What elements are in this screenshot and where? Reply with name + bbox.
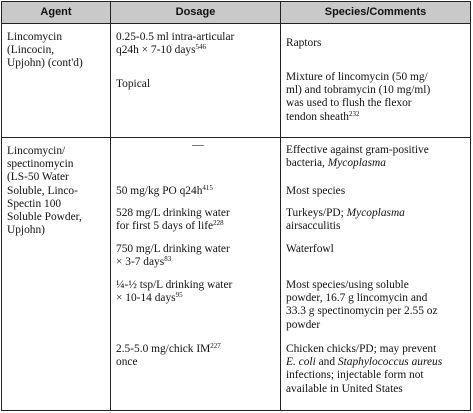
comment-cell: Turkeys/PD; Mycoplasma airsacculitis xyxy=(286,207,405,233)
dosage-cell: 0.25-0.5 ml intra-articular q24h × 7-10 days$^{546}$ xyxy=(116,31,235,57)
comment-cell: Most species xyxy=(286,185,346,197)
dosage-cell: ¼-½ tsp/L drinking water × 10-14 days$^{95}$ xyxy=(116,279,233,305)
dosage-cell: — xyxy=(192,139,204,151)
column-divider xyxy=(280,2,281,410)
dosage-cell: 750 mg/L drinking water × 3-7 days$^{83}$ xyxy=(116,243,230,269)
header-agent: Agent xyxy=(40,6,72,18)
comment-cell: Effective against gram-positive bacteria, Mycoplasma xyxy=(286,144,429,170)
comment-cell: Raptors xyxy=(286,37,322,49)
header-dosage: Dosage xyxy=(175,6,216,18)
dosage-cell: 50 mg/kg PO $q24h^{415}$ xyxy=(116,184,213,197)
drug-dosage-table xyxy=(1,1,471,411)
dosage-cell: 2.5-5.0 mg/chick IM$^{227}$ once xyxy=(116,342,221,369)
column-divider xyxy=(110,2,111,410)
dosage-cell: 528 mg/L drinking water for first 5 days of life$^{228}$ xyxy=(116,207,230,233)
dosage-cell: Topical xyxy=(116,78,150,90)
table-header-row xyxy=(2,2,470,24)
comment-cell: Most species/using soluble powder, 16.7 g lincomycin and 33.3 g spectinomycin per 2.55 oz powder xyxy=(286,279,438,331)
section-divider xyxy=(2,137,470,138)
comment-cell: Mixture of lincomycin (50 mg/ ml) and tobramycin (10 mg/ml) was used to flush the flexor tendon sheath$^{232}$ xyxy=(286,71,431,123)
header-species-comments: Species/Comments xyxy=(324,6,427,18)
comment-cell: Waterfowl xyxy=(286,243,334,255)
agent-lincomycin: Lincomycin (Lincocin, Upjohn) (cont'd) xyxy=(7,31,83,70)
agent-lincomycin-spectinomycin: Lincomycin/ spectinomycin (LS-50 Water Soluble, Linco- Spectin 100 Soluble Powder, Upjohn) xyxy=(7,145,82,237)
comment-cell: Chicken chicks/PD; may prevent E. coli and Staphylococcus aureus infections; injectable form not available in United States xyxy=(286,343,443,395)
